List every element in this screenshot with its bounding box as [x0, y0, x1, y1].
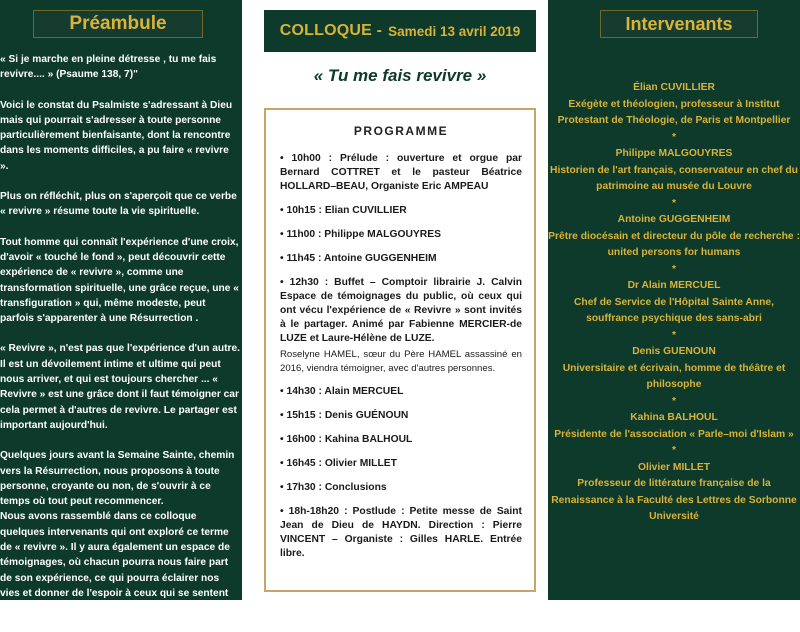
- speaker-entry: [548, 460, 800, 526]
- star-separator: *: [671, 263, 676, 275]
- programme-item: • 14h30 : Alain MERCUEL: [280, 386, 404, 397]
- intervenants-list: [548, 80, 800, 526]
- speaker-role: Prêtre diocésain et directeur du pôle de recherche : united persons for humans: [548, 230, 800, 258]
- star-separator: *: [671, 131, 676, 143]
- programme-item: • 10h15 : Elian CUVILLIER: [280, 205, 407, 216]
- speaker-role: Présidente de l'association « Parle–moi d'Islam »: [554, 428, 794, 440]
- preambule-paragraph: Tout homme qui connaît l'expérience d'une croix, d'avoir « touché le fond », peut découvrir cette expérience de « revivre », comme une transformation spirituelle, une grâce reçue, une « transfiguration » qui, même modeste, peut parfois s'apparenter à une Résurrection .: [0, 236, 239, 325]
- speaker-role: Historien de l'art français, conservateur en chef du patrimoine au musée du Louvre: [550, 164, 798, 192]
- programme-item-text: • 12h30 : Buffet – Comptoir librairie J. Calvin Espace de témoignages du public, où ceux qui ont vécu l'expérience de « Revivre » sont invités à le partager. Animé par Fabienne MERCIER-de LUZE et Laure-Hélène de LUZE.: [280, 277, 522, 344]
- speaker-role: Chef de Service de l'Hôpital Sainte Anne, souffrance psychique des sans-abri: [573, 296, 775, 324]
- preambule-paragraph: Quelques jours avant la Semaine Sainte, chemin vers la Résurrection, nous proposons à toute personne, croyante ou non, de s'ouvrir à ce temps où tout peut recommencer.: [0, 450, 235, 508]
- programme-item: • 16h00 : Kahina BALHOUL: [280, 434, 413, 445]
- speaker-entry: [548, 278, 800, 328]
- star-separator: *: [671, 329, 676, 341]
- speaker-name: Philippe MALGOUYRES: [615, 148, 733, 159]
- preambule-paragraph: « Revivre », n'est pas que l'expérience d'un autre. Il est un dévoilement intime et ultime qui peut nous arriver, et qui est toujours chercher ... « Revivre » est une grâce dont il faut témoigner car cela permet à d'autres de revivre. Le partager est important aujourd'hui.: [0, 343, 240, 431]
- speaker-entry: [548, 344, 800, 394]
- speaker-role: Universitaire et écrivain, homme de théâtre et philosophe: [562, 362, 786, 390]
- colloque-subtitle: « Tu me fais revivre »: [313, 66, 487, 85]
- programme-item: • 16h45 : Olivier MILLET: [280, 458, 397, 469]
- colloque-header: [264, 10, 536, 52]
- star-separator: *: [671, 197, 676, 209]
- colloque-label: COLLOQUE -: [279, 22, 383, 39]
- preambule-paragraph: Nous avons rassemblé dans ce colloque quelques intervenants qui ont exploré ce terme de « revivre ». Il y aura également un espace de témoignages, où chacun pourra nous faire part de son expérience, ce qui pourra éclairer nos vies et donner de l'espoir à ceux qui se sentent enfermés.: [0, 511, 230, 615]
- speaker-entry: [548, 410, 800, 443]
- preambule-title: Préambule: [33, 10, 203, 38]
- speaker-role: Exégète et théologien, professeur à Institut Protestant de Théologie, de Paris et Montpellier: [557, 98, 791, 126]
- preambule-paragraph: Voici le constat du Psalmiste s'adressant à Dieu mais qui pourrait s'adresser à toute personne particulièrement bienfaisante, dont la rencontre dans les moments difficiles, a pu faire « revivre ».: [0, 99, 233, 172]
- speaker-entry: [548, 212, 800, 262]
- speaker-name: Kahina BALHOUL: [630, 412, 718, 423]
- speaker-entry: [548, 80, 800, 130]
- preambule-text: [0, 52, 240, 632]
- star-separator: *: [671, 445, 676, 456]
- speaker-entry: [548, 146, 800, 196]
- colloque-date: Samedi 13 avril 2019: [388, 23, 521, 39]
- programme-item: • 11h45 : Antoine GUGGENHEIM: [280, 253, 437, 264]
- programme-note: Roselyne HAMEL, sœur du Père HAMEL assassiné en 2016, viendra témoigner, avec d'autres personnes.: [280, 349, 522, 374]
- speaker-name: Denis GUENOUN: [632, 346, 716, 357]
- speaker-name: Olivier MILLET: [637, 461, 711, 473]
- preambule-panel: [0, 0, 242, 615]
- intervenants-title: Intervenants: [600, 10, 758, 38]
- star-separator: *: [671, 395, 676, 407]
- speaker-name: Élian CUVILLIER: [633, 82, 715, 93]
- programme-item-buffet: [280, 276, 522, 375]
- programme-item: • 17h30 : Conclusions: [280, 482, 387, 493]
- programme-item: • 11h00 : Philippe MALGOUYRES: [280, 229, 441, 240]
- intervenants-panel: [548, 0, 800, 600]
- programme-box: [264, 108, 536, 592]
- programme-item: • 15h15 : Denis GUÉNOUN: [280, 410, 409, 421]
- preambule-paragraph: « Si je marche en pleine détresse , tu me fais revivre.... » (Psaume 138, 7)": [0, 54, 217, 81]
- programme-title: PROGRAMME: [353, 124, 449, 138]
- speaker-name: Dr Alain MERCUEL: [627, 280, 721, 291]
- preambule-paragraph: Plus on réfléchit, plus on s'aperçoit que ce verbe « revivre » résume toute la vie spirituelle.: [0, 191, 237, 218]
- speaker-name: Antoine GUGGENHEIM: [617, 214, 731, 225]
- programme-item: • 18h-18h20 : Postlude : Petite messe de Saint Jean de Dieu de HAYDN. Direction : Pierre VINCENT – Organiste : Gilles HARLE. Entrée libre.: [280, 506, 522, 559]
- speaker-role: Professeur de littérature française de la Renaissance à la Faculté des Lettres de Sorbonne Université: [551, 478, 797, 522]
- programme-item: • 10h00 : Prélude : ouverture et orgue par Bernard COTTRET et le pasteur Béatrice HOLLARD–BEAU, Organiste Eric AMPEAU: [280, 153, 522, 192]
